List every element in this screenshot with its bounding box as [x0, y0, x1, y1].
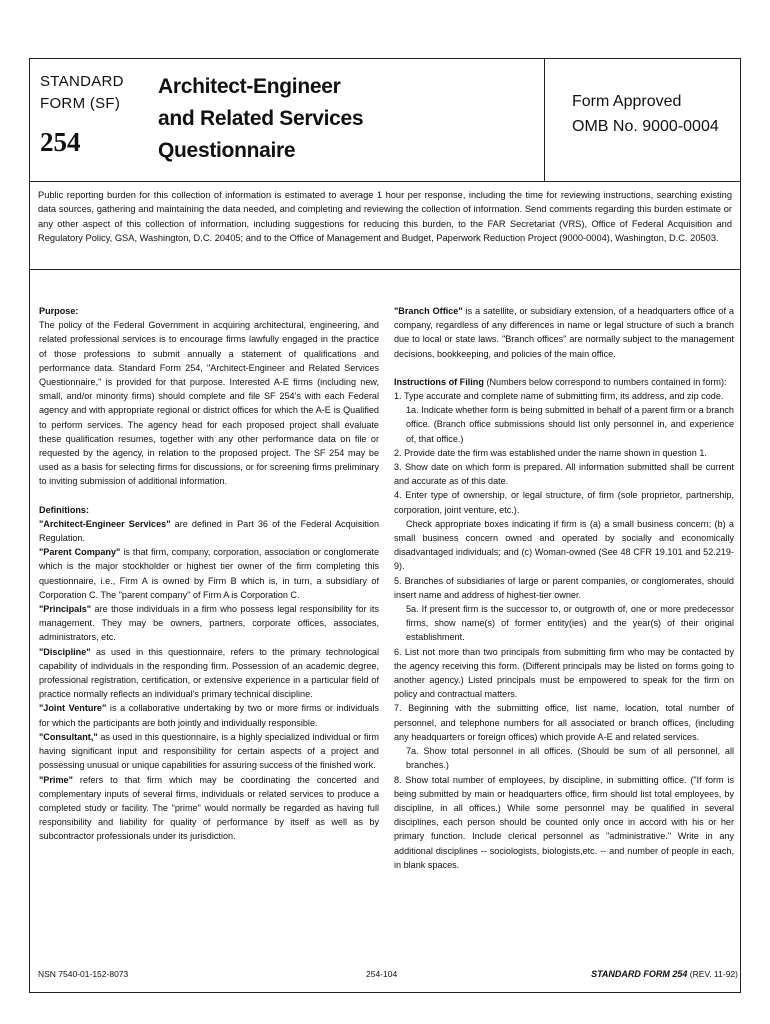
term-ae-services: "Architect-Engineer Services" — [39, 518, 171, 529]
title-line-3: Questionnaire — [158, 139, 296, 162]
sf-label-line2: FORM (SF) — [40, 95, 121, 112]
definition-discipline — [39, 645, 379, 702]
instructions-heading-line — [394, 375, 734, 389]
instruction-1: 1. Type accurate and complete name of submitting firm, its address, and zip code. — [394, 391, 724, 402]
definition-text: is that firm, company, corporation, association or conglomerate which is the major stockholder or highest tier owner of the firm completing this questionnaire, i.e., Firm A is owned by Firm B which is, in turn, a subsidiary of Corporation C. The "parent company" of Firm A is Corporation C. — [39, 547, 380, 600]
term-discipline: "Discipline" — [39, 646, 91, 657]
purpose-text: The policy of the Federal Government in acquiring architectural, engineering, and related professional services is to encourage firms lawfully engaged in the practice of those professions to submit annually a statement of qualifications and performance data. Standard Form 254, "Architect-Engineer and Related Services Questionnaire," is provided for that purpose. Interested A-E firms (including new, small, and/or minority firms) should complete and file SF 254's with each Federal agency and with appropriate regional or district offices for which the A-E is Qualified to perform services. The agency head for each proposed project shall evaluate these qualification resumes, together with any other performance data on file or requested by the agency, in relation to the proposed project. The SF 254 may be used as a basis for selecting firms for discussions, or for screening firms preliminary to inviting submission of additional information. — [39, 320, 379, 487]
definition-consultant — [39, 730, 379, 773]
form-title — [144, 59, 544, 182]
form-revision — [570, 968, 738, 980]
form-id-box — [30, 59, 144, 182]
instructions-heading: Instructions of Filing — [394, 376, 484, 387]
definition-text: as used in this questionnaire, refers to the primary technological capability of individuals in the responding firm. Possession of an academic degree, professional registration, certification, or extensive experience in a particular field of practice normally reflects an individual's primary technical discipline. — [39, 646, 379, 700]
definition-prime — [39, 773, 379, 844]
title-line-2: and Related Services — [158, 107, 364, 130]
definition-ae-services — [39, 517, 379, 545]
form-label: STANDARD FORM 254 — [591, 969, 688, 979]
instruction-1a: 1a. Indicate whether form is being submitted in behalf of a parent firm or a branch office. (Branch office submissions should list only personnel in, and experience of, that office.) — [406, 405, 734, 444]
definition-text: are those individuals in a firm who possess legal responsibility for its management. They may be owners, partners, corporate offices, associates, administrators, etc. — [39, 604, 379, 643]
definition-text: are defined in Part 36 of the Federal Acquisition Regulation. — [39, 518, 379, 544]
definition-parent-company — [39, 545, 379, 602]
instruction-5a: 5a. If present firm is the successor to, or outgrowth of, one or more predecessor firms, show name(s) of former entity(ies) and the year(s) of their original establishment. — [406, 604, 734, 643]
nsn-number: NSN 7540-01-152-8073 — [38, 969, 129, 979]
instruction-4-boxes: Check appropriate boxes indicating if firm is (a) a small business concern; (b) a small business concern owned and operated by socially and economically disadvantaged individuals; and (c) Woman-owned (See 48 CFR 19.101 and 52.219-9). — [394, 518, 734, 572]
title-line-1: Architect-Engineer — [158, 75, 341, 98]
definition-branch-office — [394, 304, 734, 361]
instructions-subheading: (Numbers below correspond to numbers contained in form): — [483, 376, 727, 387]
form-number: 254 — [40, 127, 81, 157]
instruction-8: 8. Show total number of employees, by discipline, in submitting office. ("If form is being submitted by main or headquarters office, firm should list total employees, by discipline, in all offices.) While some personnel may be qualified in several disciplines, each person should be counted only once in accord with his or her primary function. Include clerical personnel as "administrative." Write in any additional disciplines -- sociologists, biologists,etc. -- and number of people in each, in blank spaces. — [394, 774, 734, 870]
revision-label: (REV. 11-92) — [687, 969, 738, 979]
definition-text: as used in this questionnaire, is a highly specialized individual or firm having significant input and responsibility for certain aspects of a project and possessing unusual or unique capabilities for assuring success of the finished work. — [39, 731, 379, 771]
definition-principals — [39, 602, 379, 645]
instruction-7a: 7a. Show total personnel in all offices. (Should be sum of all personnel, all branches.) — [406, 746, 734, 771]
term-joint-venture: "Joint Venture" — [39, 703, 107, 714]
term-parent-company: "Parent Company" — [39, 547, 121, 558]
purpose-heading: Purpose: — [39, 306, 79, 316]
term-branch-office: "Branch Office" — [394, 306, 463, 316]
form-code: 254-104 — [366, 969, 398, 979]
form-header — [30, 59, 740, 182]
instruction-7: 7. Beginning with the submitting office, list name, location, total number of personnel, and telephone numbers for all associated or branch offices, (including any headquarters or foreign offices) which provide A-E and related services. — [394, 703, 734, 742]
approval-box — [544, 59, 740, 182]
form-approved-label: Form Approved — [572, 93, 682, 110]
definition-text: is a collaborative undertaking by two or more firms or individuals for which the participants are both jointly and individually responsible. — [39, 703, 379, 728]
sf-label-line1: STANDARD — [40, 73, 124, 90]
instruction-3: 3. Show date on which form is prepared. All information submitted shall be current and accurate as of this date. — [394, 462, 734, 487]
instruction-6: 6. List not more than two principals from submitting firm who may be contacted by the agency receiving this form. (Different principals may be listed on forms going to another agency.) Listed principals must be empowered to speak for the firm on policy and contractual matters. — [394, 646, 734, 700]
definition-joint-venture — [39, 701, 379, 729]
definition-text: refers to that firm which may be coordinating the concerted and complementary inputs of several firms, individuals or related services to produce a completed study or facility. The "prime" would normally be regarded as having full responsibility and liability for quality of performance by itself as well as by subcontractor professionals under its jurisdiction. — [39, 774, 379, 842]
definition-text: is a satellite, or subsidiary extension, of a headquarters office of a company, regardless of any differences in name or legal structure of such a branch due to local or state laws. "Branch offices" are normally subject to the management decisions, bookkeeping, and policies of the main office. — [394, 306, 734, 359]
left-column — [39, 304, 379, 844]
omb-number: OMB No. 9000-0004 — [572, 118, 719, 135]
term-principals: "Principals" — [39, 604, 92, 615]
instruction-4: 4. Enter type of ownership, or legal structure, of firm (sole proprietor, partnership, corporation, joint venture, etc.). — [394, 490, 734, 515]
right-column — [394, 304, 734, 872]
burden-statement: Public reporting burden for this collection of information is estimated to average 1 hour per response, including the time for reviewing instructions, searching existing data sources, gathering and maintaining the data needed, and completing and reviewing the collection of information. Send comments regarding this burden estimate or any other aspect of this collection of information, including suggestions for reducing this burden, to the FAR Secretariat (VRS), Office of Federal Acquisition and Regulatory Policy, GSA, Washington, D.C. 20405; and to the Office of Management and Budget, Paperwork Reduction Project (9000-0004), Washington, D.C. 20503. — [30, 182, 740, 270]
term-prime: "Prime" — [39, 774, 73, 785]
term-consultant: "Consultant," — [39, 731, 98, 742]
form-frame — [29, 58, 741, 993]
instruction-2: 2. Provide date the firm was established under the name shown in question 1. — [394, 447, 707, 458]
instruction-5: 5. Branches of subsidiaries of large or parent companies, or conglomerates, should insert name and address of highest-tier owner. — [394, 575, 734, 600]
definitions-heading: Definitions: — [39, 504, 90, 515]
